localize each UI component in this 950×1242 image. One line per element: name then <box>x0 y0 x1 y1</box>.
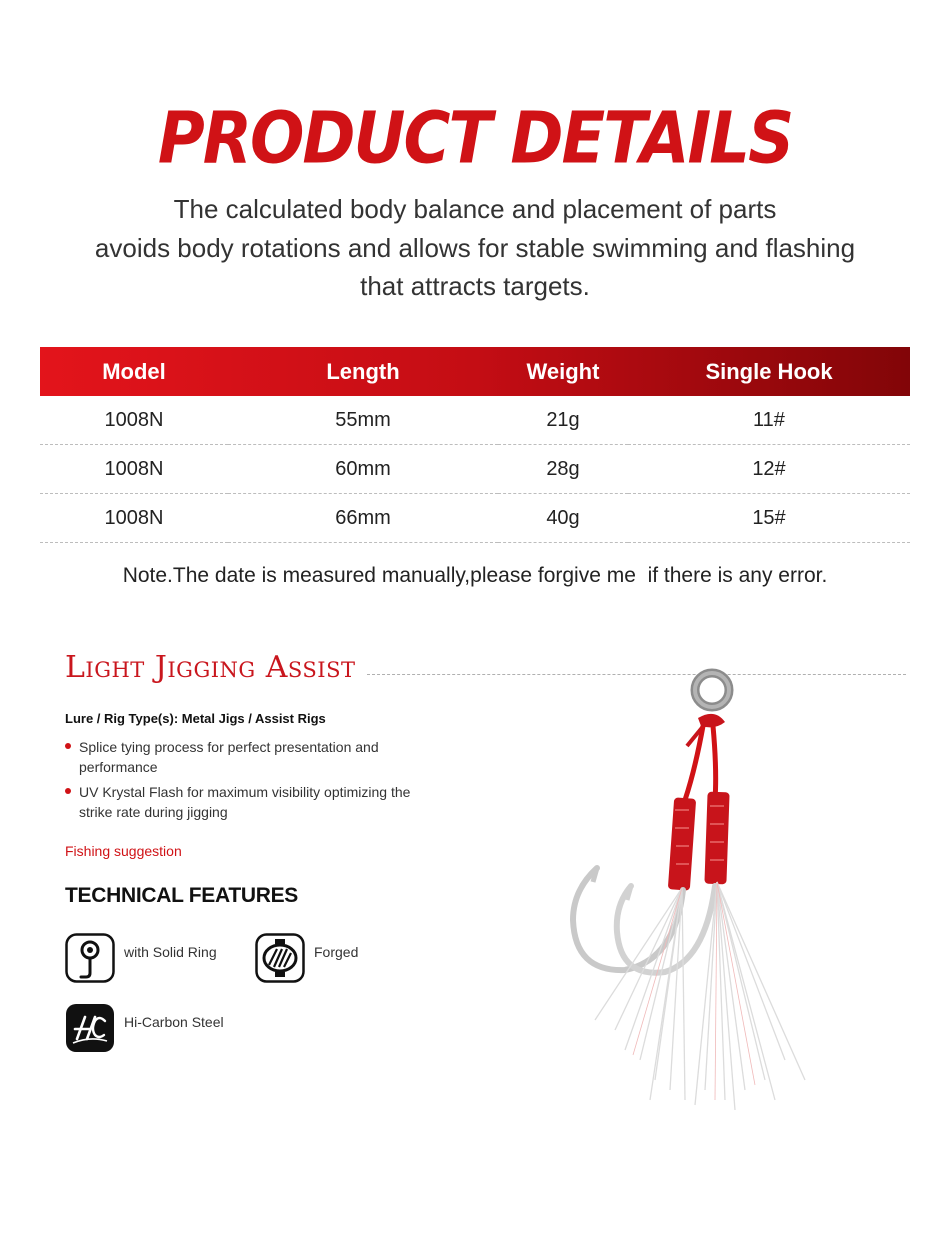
bullet-dot-icon <box>65 743 71 749</box>
cell-weight: 40g <box>498 494 628 543</box>
spec-table <box>40 347 910 543</box>
intro-text <box>40 190 910 306</box>
list-item <box>65 782 435 822</box>
bullet-text: Splice tying process for perfect presentation and performance <box>79 739 379 775</box>
product-name: Light Jigging Assist <box>65 650 356 685</box>
feature-hi-carbon-steel <box>65 1003 224 1053</box>
page-title: PRODUCT DETAILS <box>157 97 793 181</box>
technical-features-title: TECHNICAL FEATURES <box>65 884 298 907</box>
cell-hook: 11# <box>628 396 910 445</box>
cell-weight: 28g <box>498 445 628 494</box>
cell-hook: 12# <box>628 445 910 494</box>
table-header-row <box>40 347 910 396</box>
feature-label: with Solid Ring <box>124 944 217 960</box>
cell-hook: 15# <box>628 494 910 543</box>
cell-length: 55mm <box>228 396 498 445</box>
intro-line: avoids body rotations and allows for stable swimming and flashing <box>94 232 856 263</box>
column-header-weight: Weight <box>526 358 600 384</box>
feature-bullets <box>65 737 435 827</box>
assist-hook-product-image <box>555 660 825 1120</box>
cell-length: 60mm <box>228 445 498 494</box>
bullet-text: UV Krystal Flash for maximum visibility optimizing the strike rate during jigging <box>79 784 411 820</box>
solid-ring-icon <box>65 933 115 983</box>
column-header-model: Model <box>102 358 166 384</box>
feature-solid-ring <box>65 933 217 983</box>
cell-length: 66mm <box>228 494 498 543</box>
hi-carbon-steel-icon <box>65 1003 115 1053</box>
list-item <box>65 737 435 777</box>
feature-label: Hi-Carbon Steel <box>124 1014 224 1030</box>
cell-model: 1008N <box>40 445 228 494</box>
cell-weight: 21g <box>498 396 628 445</box>
fishing-suggestion: Fishing suggestion <box>65 843 182 859</box>
bullet-dot-icon <box>65 788 71 794</box>
cell-model: 1008N <box>40 396 228 445</box>
rig-types: Lure / Rig Type(s): Metal Jigs / Assist Rigs <box>65 711 326 726</box>
cell-model: 1008N <box>40 494 228 543</box>
measurement-note: Note.The date is measured manually,please forgive me if there is any error. <box>122 564 828 587</box>
table-row <box>40 445 910 494</box>
forged-icon <box>255 933 305 983</box>
feature-label: Forged <box>314 944 359 960</box>
column-header-length: Length <box>326 358 400 384</box>
feature-forged <box>255 933 358 983</box>
table-row <box>40 396 910 445</box>
intro-line: that attracts targets. <box>360 271 590 301</box>
table-row <box>40 494 910 543</box>
intro-line: The calculated body balance and placement of parts <box>173 194 777 224</box>
column-header-single-hook: Single Hook <box>705 358 833 384</box>
